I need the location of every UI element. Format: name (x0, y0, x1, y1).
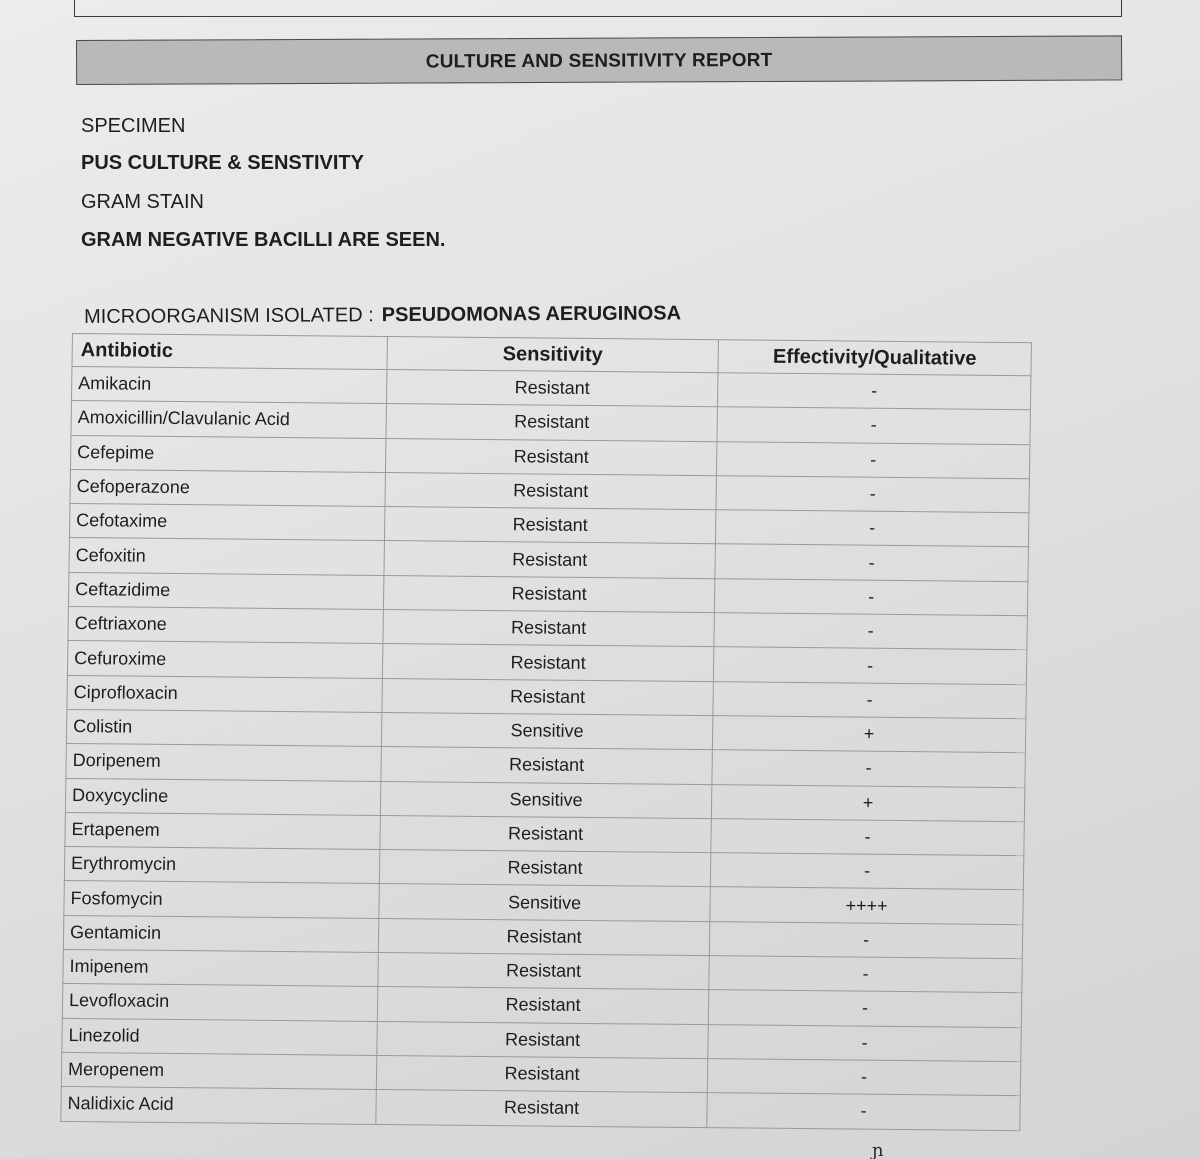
sensitivity-cell: Resistant (386, 370, 717, 407)
header-sensitivity: Sensitivity (387, 337, 718, 373)
antibiotic-cell: Fosfomycin (64, 881, 379, 918)
antibiotic-cell: Linezolid (62, 1018, 377, 1055)
sensitivity-cell: Resistant (377, 1021, 708, 1058)
antibiotic-cell: Ceftriaxone (68, 607, 383, 644)
sensitivity-cell: Sensitive (380, 781, 711, 818)
report-title: CULTURE AND SENSITIVITY REPORT (425, 49, 773, 73)
effectivity-cell: - (716, 476, 1029, 513)
effectivity-cell: - (715, 510, 1028, 547)
effectivity-cell: - (707, 1093, 1020, 1130)
microorganism-line (84, 302, 681, 329)
effectivity-cell: - (714, 613, 1027, 650)
sensitivity-cell: Resistant (376, 1055, 707, 1092)
antibiotic-cell: Cefoxitin (69, 538, 384, 575)
sensitivity-cell: Resistant (376, 1090, 707, 1127)
effectivity-cell: - (713, 681, 1026, 718)
antibiotic-cell: Doripenem (66, 744, 381, 781)
effectivity-cell: - (710, 853, 1023, 890)
sensitivity-cell: Resistant (385, 472, 716, 509)
antibiotic-cell: Cefoperazone (70, 469, 385, 506)
gram-stain-value: GRAM NEGATIVE BACILLI ARE SEEN. (81, 229, 446, 251)
sensitivity-cell: Resistant (381, 747, 712, 784)
antibiotic-cell: Ciprofloxacin (67, 675, 382, 712)
effectivity-cell: + (711, 784, 1024, 821)
antibiotic-cell: Amikacin (71, 367, 386, 404)
sensitivity-cell: Resistant (386, 404, 717, 441)
microorganism-value: PSEUDOMONAS AERUGINOSA (381, 302, 682, 327)
effectivity-cell: - (717, 373, 1030, 410)
microorganism-label: MICROORGANISM ISOLATED : (84, 304, 374, 328)
effectivity-cell: - (708, 1024, 1021, 1061)
sensitivity-cell: Sensitive (381, 712, 712, 749)
effectivity-cell: - (716, 441, 1029, 478)
previous-section-box (74, 0, 1122, 17)
antibiotic-cell: Cefepime (70, 435, 385, 472)
antibiotic-cell: Nalidixic Acid (61, 1087, 376, 1124)
antibiotic-cell: Ceftazidime (68, 572, 383, 609)
sensitivity-cell: Resistant (382, 644, 713, 681)
antibiotic-cell: Colistin (66, 709, 381, 746)
antibiotic-cell: Ertapenem (65, 812, 380, 849)
antibiotic-cell: Gentamicin (63, 915, 378, 952)
report-title-banner (76, 35, 1122, 85)
sensitivity-cell: Resistant (382, 678, 713, 715)
antibiotic-cell: Erythromycin (64, 847, 379, 884)
effectivity-cell: - (708, 990, 1021, 1027)
sensitivity-cell: Resistant (379, 850, 710, 887)
sensitivity-cell: Resistant (384, 507, 715, 544)
sensitivity-cell: Resistant (383, 610, 714, 647)
sensitivity-cell: Resistant (384, 541, 715, 578)
antibiotic-cell: Meropenem (61, 1052, 376, 1089)
sensitivity-cell: Resistant (377, 987, 708, 1024)
sensitivity-cell: Resistant (378, 953, 709, 990)
effectivity-cell: - (711, 819, 1024, 856)
effectivity-cell: - (714, 578, 1027, 615)
effectivity-cell: - (712, 750, 1025, 787)
sensitivity-cell: Resistant (378, 918, 709, 955)
signature-mark: ɲ (872, 1140, 884, 1159)
sensitivity-cell: Resistant (383, 575, 714, 612)
header-effectivity: Effectivity/Qualitative (718, 340, 1031, 376)
effectivity-cell: + (712, 716, 1025, 753)
sensitivity-cell: Sensitive (379, 884, 710, 921)
effectivity-cell: - (709, 956, 1022, 993)
effectivity-cell: - (717, 407, 1030, 444)
antibiotic-cell: Cefotaxime (69, 504, 384, 541)
effectivity-cell: - (713, 647, 1026, 684)
specimen-value: PUS CULTURE & SENSTIVITY (81, 152, 364, 174)
antibiotic-cell: Levofloxacin (62, 984, 377, 1021)
gram-stain-label: GRAM STAIN (81, 191, 204, 213)
antibiotic-cell: Doxycycline (65, 778, 380, 815)
effectivity-cell: - (715, 544, 1028, 581)
antibiotic-cell: Imipenem (63, 949, 378, 986)
effectivity-cell: - (709, 921, 1022, 958)
sensitivity-cell: Resistant (385, 438, 716, 475)
sensitivity-cell: Resistant (380, 815, 711, 852)
table-body (61, 367, 1031, 1131)
effectivity-cell: - (707, 1059, 1020, 1096)
antibiotic-cell: Cefuroxime (67, 641, 382, 678)
antibiotic-cell: Amoxicillin/Clavulanic Acid (71, 401, 386, 438)
specimen-label: SPECIMEN (81, 115, 186, 137)
header-antibiotic: Antibiotic (72, 334, 387, 370)
antibiotic-sensitivity-table (60, 333, 1032, 1131)
effectivity-cell: ++++ (710, 887, 1023, 924)
